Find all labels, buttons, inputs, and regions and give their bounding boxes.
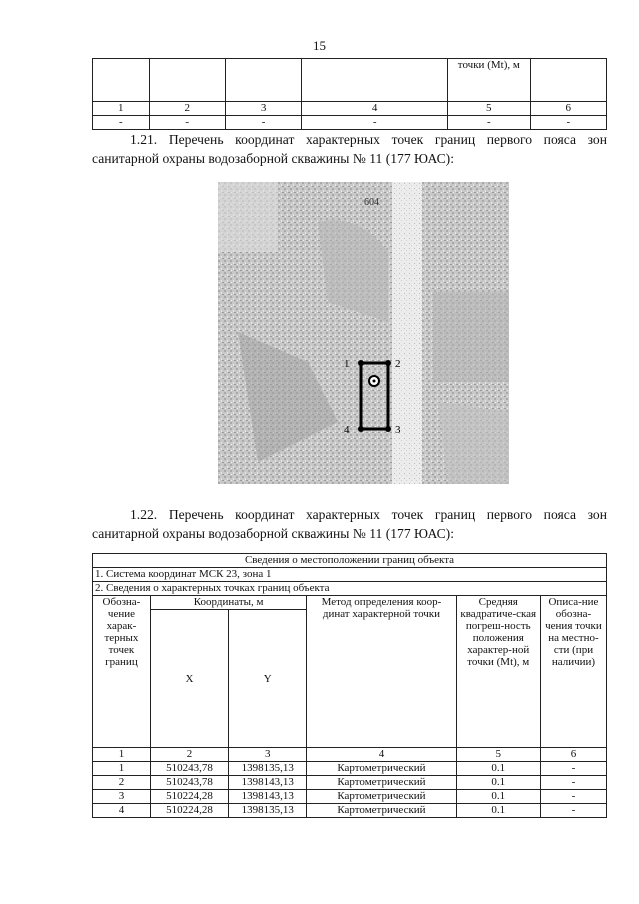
row-error: 0.1 [456, 804, 540, 818]
top-cell [302, 59, 448, 102]
section-1-22-text: 1.22. Перечень координат характерных точек границ первого пояса зон санитарной охраны водозаборной скважины № 11 (177 ЮАС): [92, 507, 607, 541]
row-y: 1398143,13 [229, 776, 307, 790]
col-designation: Обозна-чение харак-терных точек границ [93, 596, 151, 748]
top-dash: - [302, 116, 448, 130]
row-y: 1398135,13 [229, 762, 307, 776]
top-dash: - [149, 116, 225, 130]
top-dash: - [530, 116, 606, 130]
col-coordinates: Координаты, м [150, 596, 306, 610]
row-method: Картометрический [307, 762, 456, 776]
top-cell [530, 59, 606, 102]
parcel-label: 604 [364, 197, 379, 208]
coordinate-system: 1. Система координат МСК 23, зона 1 [93, 568, 607, 582]
top-header-fragment: точки (Mt), м [448, 59, 531, 102]
row-method: Картометрический [307, 776, 456, 790]
row-y: 1398135,13 [229, 804, 307, 818]
table-row [93, 776, 607, 790]
col-number: 5 [456, 748, 540, 762]
row-description: - [540, 804, 606, 818]
row-description: - [540, 762, 606, 776]
point-label-2: 2 [395, 358, 401, 370]
row-y: 1398143,13 [229, 790, 307, 804]
col-y: Y [229, 610, 307, 748]
row-error: 0.1 [456, 790, 540, 804]
col-number: 4 [307, 748, 456, 762]
map-drawing [218, 182, 509, 484]
point-label-4: 4 [344, 424, 350, 436]
points-header: 2. Сведения о характерных точках границ объекта [93, 582, 607, 596]
row-point: 4 [93, 804, 151, 818]
table-row [93, 804, 607, 818]
table-title: Сведения о местоположении границ объекта [93, 554, 607, 568]
top-table-fragment [92, 58, 607, 130]
top-dash: - [448, 116, 531, 130]
row-description: - [540, 790, 606, 804]
row-point: 2 [93, 776, 151, 790]
top-dash: - [225, 116, 301, 130]
col-method: Метод определения коор-динат характерной точки [307, 596, 456, 748]
top-cell [225, 59, 301, 102]
row-point: 3 [93, 790, 151, 804]
row-point: 1 [93, 762, 151, 776]
row-method: Картометрический [307, 790, 456, 804]
point-label-3: 3 [395, 424, 401, 436]
row-method: Картометрический [307, 804, 456, 818]
col-number: 6 [540, 748, 606, 762]
point-label-1: 1 [344, 358, 350, 370]
section-1-21-text: 1.21. Перечень координат характерных точек границ первого пояса зон санитарной охраны водозаборной скважины № 11 (177 ЮАС): [92, 132, 607, 166]
top-col-number: 4 [302, 102, 448, 116]
top-col-number: 6 [530, 102, 606, 116]
top-col-number: 5 [448, 102, 531, 116]
row-x: 510243,78 [150, 762, 228, 776]
top-cell [93, 59, 150, 102]
top-dash: - [93, 116, 150, 130]
row-x: 510224,28 [150, 790, 228, 804]
row-x: 510243,78 [150, 776, 228, 790]
table-row [93, 790, 607, 804]
row-x: 510224,28 [150, 804, 228, 818]
table-row [93, 762, 607, 776]
top-col-number: 2 [149, 102, 225, 116]
top-cell [149, 59, 225, 102]
col-x: X [150, 610, 228, 748]
col-number: 2 [150, 748, 228, 762]
col-number: 1 [93, 748, 151, 762]
top-col-number: 1 [93, 102, 150, 116]
coordinates-table [92, 553, 607, 818]
top-col-number: 3 [225, 102, 301, 116]
row-error: 0.1 [456, 776, 540, 790]
row-description: - [540, 776, 606, 790]
col-description: Описа-ние обозна-чения точки на местно-сти (при наличии) [540, 596, 606, 748]
satellite-map-image [218, 182, 509, 484]
col-error: Средняя квадратиче-ская погреш-ность положения характер-ной точки (Mt), м [456, 596, 540, 748]
col-number: 3 [229, 748, 307, 762]
page-number: 15 [313, 38, 326, 53]
row-error: 0.1 [456, 762, 540, 776]
